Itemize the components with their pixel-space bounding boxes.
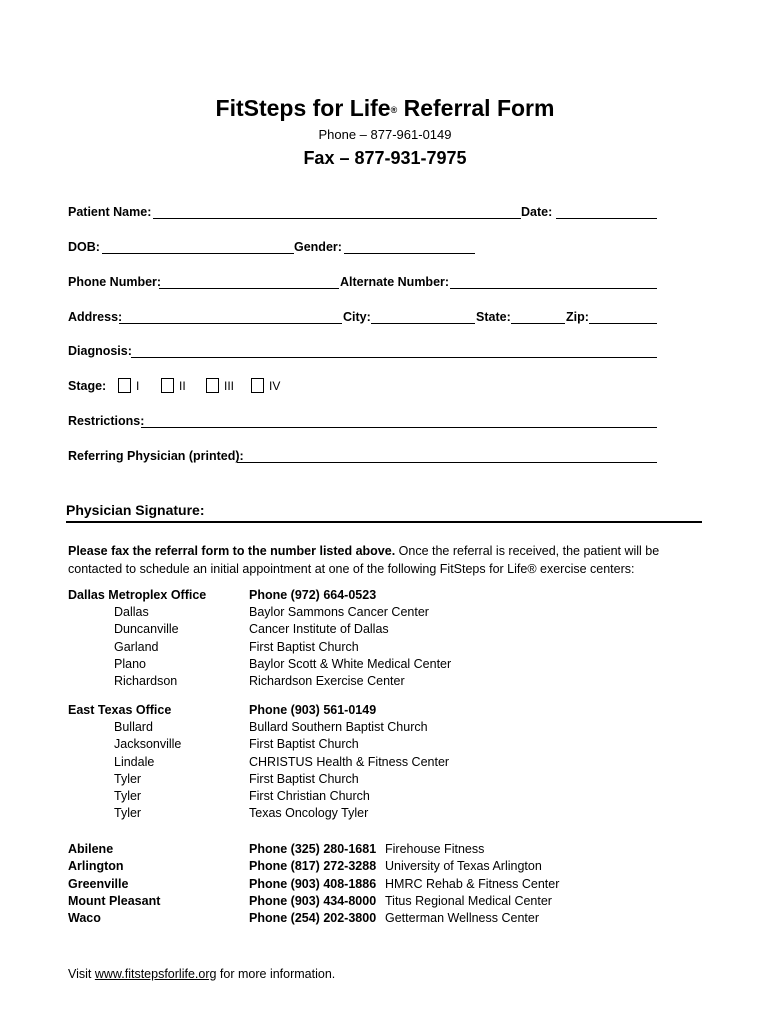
city-name: Duncanville: [114, 622, 179, 637]
city-name: Bullard: [114, 720, 153, 734]
east-texas-centers: [249, 719, 449, 823]
center-name: Baylor Sammons Cancer Center: [249, 605, 429, 619]
address-field[interactable]: [119, 323, 342, 324]
city-name: Tyler: [114, 806, 142, 821]
location-center: HMRC Rehab & Fitness Center: [385, 876, 560, 891]
location-phone: Phone (325) 280-1681: [249, 842, 377, 856]
city-name: Plano: [114, 656, 146, 671]
dallas-office-phone: Phone (972) 664-0523: [249, 588, 377, 602]
center-name: First Baptist Church: [249, 639, 359, 654]
date-field[interactable]: [556, 218, 657, 219]
east-texas-cities: [114, 719, 181, 823]
stage-ii-checkbox[interactable]: [161, 378, 174, 393]
city-name: Tyler: [114, 789, 142, 804]
dallas-centers: [249, 604, 451, 690]
referring-physician-field[interactable]: [237, 462, 657, 463]
center-name: First Baptist Church: [249, 737, 359, 752]
location-city: Mount Pleasant: [68, 893, 161, 908]
location-center: Firehouse Fitness: [385, 842, 485, 856]
center-name: First Baptist Church: [249, 771, 359, 786]
gender-field[interactable]: [344, 253, 475, 254]
address-label: Address:: [68, 310, 123, 324]
patient-name-field[interactable]: [153, 218, 521, 219]
header-phone: Phone – 877-961-0149: [318, 127, 452, 142]
dallas-office-heading: Dallas Metroplex Office: [68, 588, 207, 602]
east-texas-office-phone: Phone (903) 561-0149: [249, 703, 377, 717]
dob-label: DOB:: [68, 240, 100, 254]
stage-iv-checkbox[interactable]: [251, 378, 264, 393]
location-city: Greenville: [68, 876, 129, 891]
stage-iii-label: III: [224, 379, 235, 393]
state-label: State:: [476, 310, 511, 324]
patient-name-label: Patient Name:: [68, 205, 152, 219]
other-location-cities: [68, 841, 160, 927]
state-field[interactable]: [511, 323, 565, 324]
website-link[interactable]: www.fitstepsforlife.org: [94, 967, 217, 981]
city-name: Dallas: [114, 605, 149, 619]
referring-physician-label: Referring Physician (printed):: [68, 449, 244, 463]
location-city: Abilene: [68, 842, 114, 856]
registered-mark: ®: [390, 104, 398, 115]
diagnosis-label: Diagnosis:: [68, 344, 132, 358]
city-label: City:: [343, 310, 371, 324]
city-field[interactable]: [371, 323, 475, 324]
city-name: Jacksonville: [114, 737, 182, 752]
city-name: Tyler: [114, 771, 142, 786]
center-name: Cancer Institute of Dallas: [249, 622, 389, 637]
center-name: Richardson Exercise Center: [249, 674, 405, 689]
restrictions-label: Restrictions:: [68, 414, 145, 428]
location-center: Getterman Wellness Center: [385, 911, 539, 926]
location-city: Arlington: [68, 859, 124, 874]
instructions-paragraph: Please fax the referral form to the number listed above. Once the referral is received, the patient will be contacted to schedule an initial appointment at one of the following FitSteps for Life® exercise centers:: [68, 544, 660, 576]
location-phone: Phone (254) 202-3800: [249, 911, 377, 926]
header-fax: Fax – 877-931-7975: [303, 148, 467, 168]
zip-field[interactable]: [589, 323, 657, 324]
location-phone: Phone (817) 272-3288: [249, 859, 377, 874]
stage-iv-label: IV: [269, 379, 281, 393]
center-name: Texas Oncology Tyler: [249, 806, 369, 821]
center-name: First Christian Church: [249, 789, 370, 804]
east-texas-office-heading: East Texas Office: [68, 703, 172, 717]
alternate-number-field[interactable]: [450, 288, 657, 289]
dob-field[interactable]: [102, 253, 294, 254]
city-name: Richardson: [114, 674, 178, 689]
dallas-cities: [114, 604, 179, 690]
signature-line[interactable]: [66, 521, 702, 523]
center-name: Bullard Southern Baptist Church: [249, 720, 428, 734]
city-name: Lindale: [114, 754, 155, 769]
physician-signature-title: Physician Signature:: [66, 502, 205, 518]
zip-label: Zip:: [566, 310, 589, 324]
other-location-centers: [385, 841, 559, 927]
footer: Visit www.fitstepsforlife.org for more information.: [68, 967, 336, 981]
date-label: Date:: [521, 205, 553, 219]
phone-number-field[interactable]: [159, 288, 339, 289]
form-title: FitSteps for Life® Referral Form: [215, 95, 555, 121]
center-name: CHRISTUS Health & Fitness Center: [249, 754, 450, 769]
location-center: University of Texas Arlington: [385, 859, 542, 874]
stage-ii-label: II: [179, 379, 186, 393]
location-phone: Phone (903) 408-1886: [249, 876, 377, 891]
diagnosis-field[interactable]: [131, 357, 657, 358]
location-phone: Phone (903) 434-8000: [249, 893, 377, 908]
restrictions-field[interactable]: [141, 427, 657, 428]
other-location-phones: [249, 841, 376, 927]
phone-number-label: Phone Number:: [68, 275, 162, 289]
stage-i-checkbox[interactable]: [118, 378, 131, 393]
location-center: Titus Regional Medical Center: [385, 893, 552, 908]
center-name: Baylor Scott & White Medical Center: [249, 656, 452, 671]
stage-i-label: I: [136, 379, 140, 393]
city-name: Garland: [114, 639, 159, 654]
alternate-number-label: Alternate Number:: [340, 275, 450, 289]
gender-label: Gender:: [294, 240, 342, 254]
location-city: Waco: [68, 911, 101, 926]
stage-label: Stage:: [68, 379, 107, 393]
stage-iii-checkbox[interactable]: [206, 378, 219, 393]
